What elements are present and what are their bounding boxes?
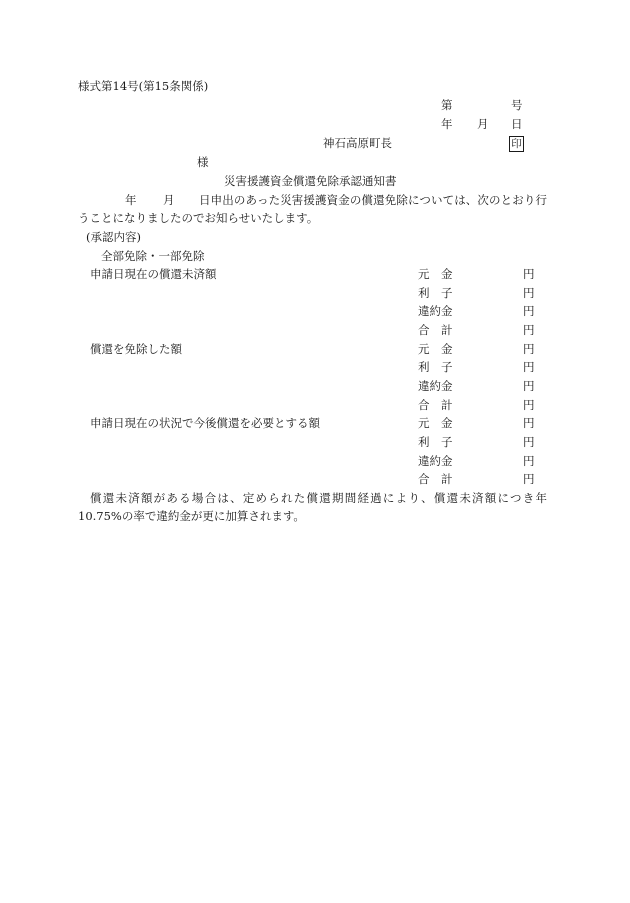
unit-label: 円 bbox=[523, 267, 535, 281]
unit-label: 円 bbox=[523, 286, 535, 300]
item-label: 元 金 bbox=[418, 267, 453, 281]
issuer-name: 神石高原町長 bbox=[323, 136, 392, 150]
item-label: 利 子 bbox=[418, 286, 453, 300]
unit-label: 円 bbox=[523, 416, 535, 430]
body-date-month: 月 bbox=[163, 193, 175, 207]
item-label: 元 金 bbox=[418, 342, 453, 356]
unit-label: 円 bbox=[523, 472, 535, 486]
unit-label: 円 bbox=[523, 323, 535, 337]
body-date-year: 年 bbox=[125, 193, 137, 207]
unit-label: 円 bbox=[523, 379, 535, 393]
unit-label: 円 bbox=[523, 304, 535, 318]
document-title: 災害援護資金償還免除承認通知書 bbox=[224, 174, 397, 188]
item-label: 元 金 bbox=[418, 416, 453, 430]
unit-label: 円 bbox=[523, 342, 535, 356]
number-prefix: 第 bbox=[441, 98, 453, 112]
group-label-remaining: 申請日現在の状況で今後償還を必要とする額 bbox=[90, 416, 320, 430]
approval-type: 全部免除・一部免除 bbox=[101, 249, 205, 263]
item-label: 違約金 bbox=[418, 379, 453, 393]
item-label: 合 計 bbox=[418, 472, 453, 486]
body-line-1: 日申出のあった災害援護資金の償還免除については、次のとおり行 bbox=[199, 193, 547, 207]
unit-label: 円 bbox=[523, 454, 535, 468]
recipient-suffix: 様 bbox=[197, 155, 209, 169]
section-heading: (承認内容) bbox=[86, 230, 141, 244]
unit-label: 円 bbox=[523, 435, 535, 449]
item-label: 違約金 bbox=[418, 454, 453, 468]
date-month: 月 bbox=[477, 117, 489, 131]
date-year: 年 bbox=[441, 117, 453, 131]
body-line-2: うことになりましたのでお知らせいたします。 bbox=[78, 211, 319, 225]
group-label-outstanding: 申請日現在の償還未済額 bbox=[90, 267, 217, 281]
footer-line-2: 10.75%の率で違約金が更に加算されます。 bbox=[78, 509, 305, 523]
number-suffix: 号 bbox=[511, 98, 523, 112]
unit-label: 円 bbox=[523, 360, 535, 374]
date-day: 日 bbox=[511, 117, 523, 131]
form-header: 様式第14号(第15条関係) bbox=[78, 79, 209, 93]
item-label: 利 子 bbox=[418, 360, 453, 374]
item-label: 合 計 bbox=[418, 398, 453, 412]
item-label: 違約金 bbox=[418, 304, 453, 318]
unit-label: 円 bbox=[523, 398, 535, 412]
footer-line-1: 償還未済額がある場合は、定められた償還期間経過により、償還未済額につき年 bbox=[90, 491, 547, 505]
item-label: 合 計 bbox=[418, 323, 453, 337]
seal-mark: 印 bbox=[509, 136, 524, 152]
item-label: 利 子 bbox=[418, 435, 453, 449]
group-label-exempted: 償還を免除した額 bbox=[90, 342, 182, 356]
